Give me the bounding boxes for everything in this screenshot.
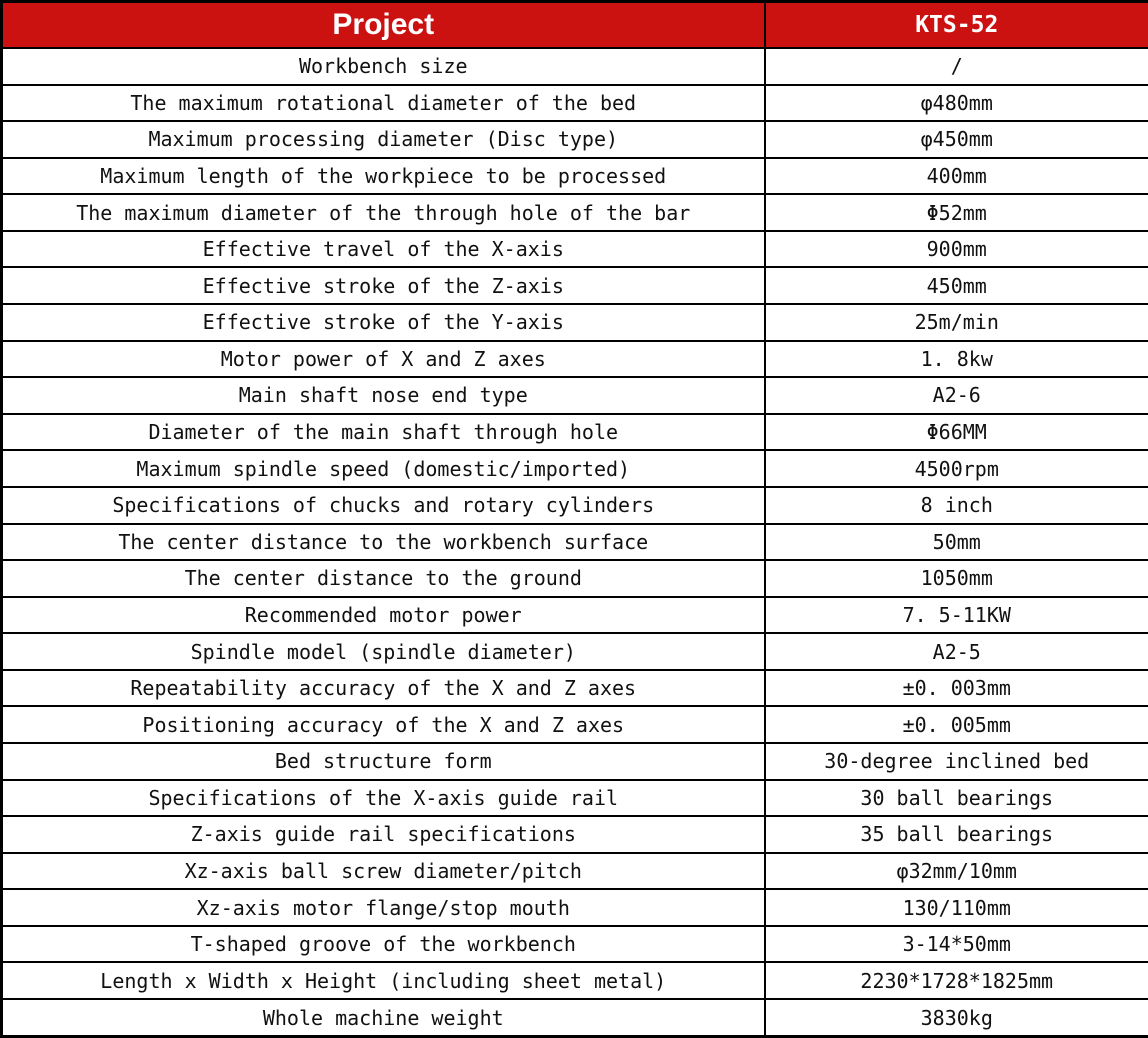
table-row: [2, 999, 1148, 1036]
table-row: [2, 670, 1148, 707]
spec-value-cell: 1. 8kw: [765, 341, 1148, 378]
table-row: [2, 487, 1148, 524]
spec-value-cell: A2-6: [765, 377, 1148, 414]
spec-label-cell: Maximum processing diameter (Disc type): [2, 121, 765, 158]
spec-label-cell: Diameter of the main shaft through hole: [2, 414, 765, 451]
table-row: [2, 121, 1148, 158]
spec-label-cell: Whole machine weight: [2, 999, 765, 1036]
table-row: [2, 926, 1148, 963]
spec-value-cell: 1050mm: [765, 560, 1148, 597]
spec-label-cell: Specifications of the X-axis guide rail: [2, 780, 765, 817]
spec-value-cell: 30 ball bearings: [765, 780, 1148, 817]
spec-label-cell: Xz-axis motor flange/stop mouth: [2, 889, 765, 926]
spec-value-cell: 25m/min: [765, 304, 1148, 341]
spec-label-cell: The maximum rotational diameter of the bed: [2, 85, 765, 122]
spec-label-cell: Workbench size: [2, 48, 765, 85]
spec-label-cell: Repeatability accuracy of the X and Z axes: [2, 670, 765, 707]
spec-label-cell: Spindle model (spindle diameter): [2, 633, 765, 670]
spec-label-cell: Z-axis guide rail specifications: [2, 816, 765, 853]
spec-value-cell: 3-14*50mm: [765, 926, 1148, 963]
spec-value-cell: φ450mm: [765, 121, 1148, 158]
table-row: [2, 889, 1148, 926]
table-row: [2, 962, 1148, 999]
table-row: [2, 85, 1148, 122]
table-row: [2, 158, 1148, 195]
table-row: [2, 524, 1148, 561]
spec-value-cell: 30-degree inclined bed: [765, 743, 1148, 780]
table-row: [2, 633, 1148, 670]
spec-label-cell: Effective stroke of the Y-axis: [2, 304, 765, 341]
spec-value-cell: 8 inch: [765, 487, 1148, 524]
table-row: [2, 231, 1148, 268]
spec-value-cell: 3830kg: [765, 999, 1148, 1036]
spec-value-cell: 2230*1728*1825mm: [765, 962, 1148, 999]
table-row: [2, 597, 1148, 634]
table-row: [2, 377, 1148, 414]
spec-label-cell: Recommended motor power: [2, 597, 765, 634]
table-row: [2, 267, 1148, 304]
spec-value-cell: Φ66MM: [765, 414, 1148, 451]
spec-label-cell: Maximum spindle speed (domestic/imported): [2, 450, 765, 487]
spec-label-cell: Bed structure form: [2, 743, 765, 780]
spec-label-cell: Length x Width x Height (including sheet metal): [2, 962, 765, 999]
spec-value-cell: 400mm: [765, 158, 1148, 195]
model-header-cell: KTS-52: [765, 2, 1148, 49]
spec-value-cell: /: [765, 48, 1148, 85]
spec-label-cell: The center distance to the ground: [2, 560, 765, 597]
table-row: [2, 816, 1148, 853]
spec-label-cell: Effective stroke of the Z-axis: [2, 267, 765, 304]
table-row: [2, 560, 1148, 597]
spec-value-cell: 450mm: [765, 267, 1148, 304]
table-row: [2, 450, 1148, 487]
table-row: [2, 341, 1148, 378]
table-row: [2, 780, 1148, 817]
table-row: [2, 706, 1148, 743]
spec-value-cell: 900mm: [765, 231, 1148, 268]
header-row: [2, 2, 1148, 49]
spec-value-cell: Φ52mm: [765, 194, 1148, 231]
table-row: [2, 743, 1148, 780]
spec-value-cell: 130/110mm: [765, 889, 1148, 926]
spec-value-cell: 4500rpm: [765, 450, 1148, 487]
project-header-cell: Project: [2, 2, 765, 49]
spec-value-cell: 7. 5-11KW: [765, 597, 1148, 634]
spec-value-cell: ±0. 003mm: [765, 670, 1148, 707]
spec-value-cell: ±0. 005mm: [765, 706, 1148, 743]
spec-value-cell: φ480mm: [765, 85, 1148, 122]
table-row: [2, 48, 1148, 85]
spec-label-cell: Effective travel of the X-axis: [2, 231, 765, 268]
spec-value-cell: φ32mm/10mm: [765, 853, 1148, 890]
spec-value-cell: 50mm: [765, 524, 1148, 561]
spec-value-cell: A2-5: [765, 633, 1148, 670]
spec-label-cell: Main shaft nose end type: [2, 377, 765, 414]
spec-table-body: [2, 48, 1148, 1037]
table-row: [2, 194, 1148, 231]
table-row: [2, 414, 1148, 451]
spec-label-cell: T-shaped groove of the workbench: [2, 926, 765, 963]
table-row: [2, 304, 1148, 341]
spec-label-cell: The maximum diameter of the through hole of the bar: [2, 194, 765, 231]
spec-label-cell: Motor power of X and Z axes: [2, 341, 765, 378]
spec-label-cell: Xz-axis ball screw diameter/pitch: [2, 853, 765, 890]
spec-value-cell: 35 ball bearings: [765, 816, 1148, 853]
spec-label-cell: Positioning accuracy of the X and Z axes: [2, 706, 765, 743]
spec-label-cell: Maximum length of the workpiece to be processed: [2, 158, 765, 195]
table-row: [2, 853, 1148, 890]
spec-label-cell: The center distance to the workbench surface: [2, 524, 765, 561]
spec-label-cell: Specifications of chucks and rotary cylinders: [2, 487, 765, 524]
